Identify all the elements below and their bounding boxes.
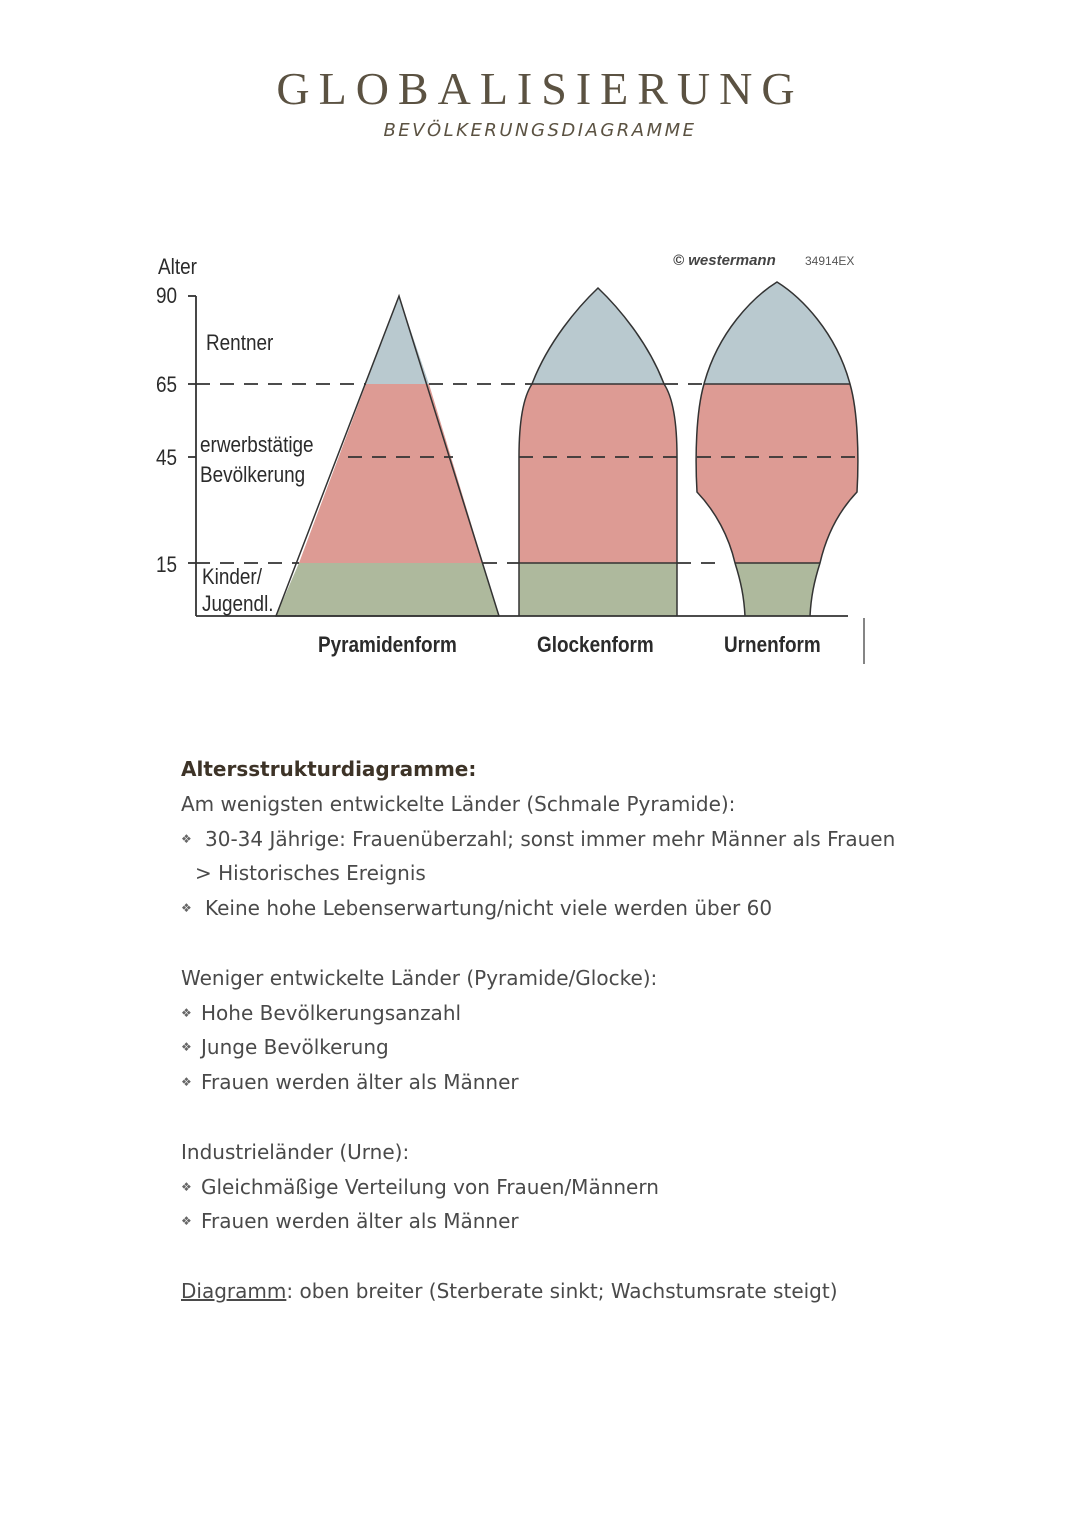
bullet-icon: ❖ bbox=[181, 1179, 192, 1194]
section3-bullet-1: Gleichmäßige Verteilung von Frauen/Männern bbox=[201, 1174, 659, 1199]
bullet-icon: ❖ bbox=[181, 1040, 192, 1055]
bell-rentner bbox=[532, 288, 664, 384]
section2-title: Weniger entwickelte Länder (Pyramide/Glocke): bbox=[181, 965, 658, 990]
section1-bullet-1: 30-34 Jährige: Frauenüberzahl; sonst immer mehr Männer als Frauen bbox=[205, 826, 896, 851]
y-tick-45: 45 bbox=[156, 445, 178, 470]
section2-bullet-3: Frauen werden älter als Männer bbox=[201, 1070, 519, 1095]
segment-label-kinder-1: Kinder/ bbox=[202, 564, 262, 589]
y-tick-65: 65 bbox=[156, 372, 178, 397]
footer-note bbox=[181, 1274, 941, 1309]
section3-bullet-2: Frauen werden älter als Männer bbox=[201, 1209, 519, 1234]
age-structure-figure bbox=[148, 252, 868, 664]
page-title: GLOBALISIERUNG bbox=[276, 63, 804, 114]
footer-text: : oben breiter (Sterberate sinkt; Wachstumsrate steigt) bbox=[286, 1278, 838, 1303]
copyright-label: © westermann bbox=[673, 252, 776, 269]
bell-shape bbox=[519, 288, 677, 616]
notes-heading: Altersstrukturdiagramme: bbox=[181, 757, 477, 781]
bullet-icon: ❖ bbox=[181, 901, 192, 916]
bullet-icon: ❖ bbox=[181, 1214, 192, 1229]
section2-bullet-1: Hohe Bevölkerungsanzahl bbox=[201, 1000, 462, 1025]
bullet-icon: ❖ bbox=[181, 831, 192, 846]
page-subtitle: BEVÖLKERUNGSDIAGRAMME bbox=[383, 120, 697, 141]
shape-label-pyramid: Pyramidenform bbox=[318, 632, 457, 657]
y-tick-15: 15 bbox=[156, 552, 178, 577]
bell-erwerb bbox=[519, 384, 677, 563]
urn-kinder bbox=[735, 563, 820, 616]
section1-bullet-1-sub: > Historisches Ereignis bbox=[195, 861, 426, 886]
segment-label-erwerb-1: erwerbstätige bbox=[200, 432, 314, 457]
pyramid-rentner bbox=[366, 296, 429, 384]
section2-bullet-2: Junge Bevölkerung bbox=[201, 1035, 389, 1060]
pyramid-kinder bbox=[276, 563, 499, 616]
urn-shape bbox=[696, 282, 858, 616]
bullet-icon: ❖ bbox=[181, 1005, 192, 1020]
segment-label-rentner: Rentner bbox=[206, 330, 274, 355]
notes-section bbox=[181, 752, 941, 1309]
y-axis-title: Alter bbox=[158, 254, 197, 279]
shape-label-bell: Glockenform bbox=[537, 632, 654, 657]
footer-term: Diagramm bbox=[181, 1278, 287, 1303]
urn-erwerb bbox=[696, 384, 858, 563]
bullet-icon: ❖ bbox=[181, 1075, 192, 1090]
bell-kinder bbox=[519, 563, 677, 616]
figure-code: 34914EX bbox=[805, 254, 855, 268]
pyramid-erwerb bbox=[299, 384, 483, 563]
y-tick-90: 90 bbox=[156, 283, 178, 308]
segment-label-kinder-2: Jugendl. bbox=[202, 591, 274, 616]
segment-label-erwerb-2: Bevölkerung bbox=[200, 462, 306, 487]
section1-bullet-2: Keine hohe Lebenserwartung/nicht viele werden über 60 bbox=[205, 896, 773, 921]
section1-title: Am wenigsten entwickelte Länder (Schmale Pyramide): bbox=[181, 791, 736, 816]
shape-label-urn: Urnenform bbox=[724, 632, 821, 657]
section3-title: Industrieländer (Urne): bbox=[181, 1139, 410, 1164]
